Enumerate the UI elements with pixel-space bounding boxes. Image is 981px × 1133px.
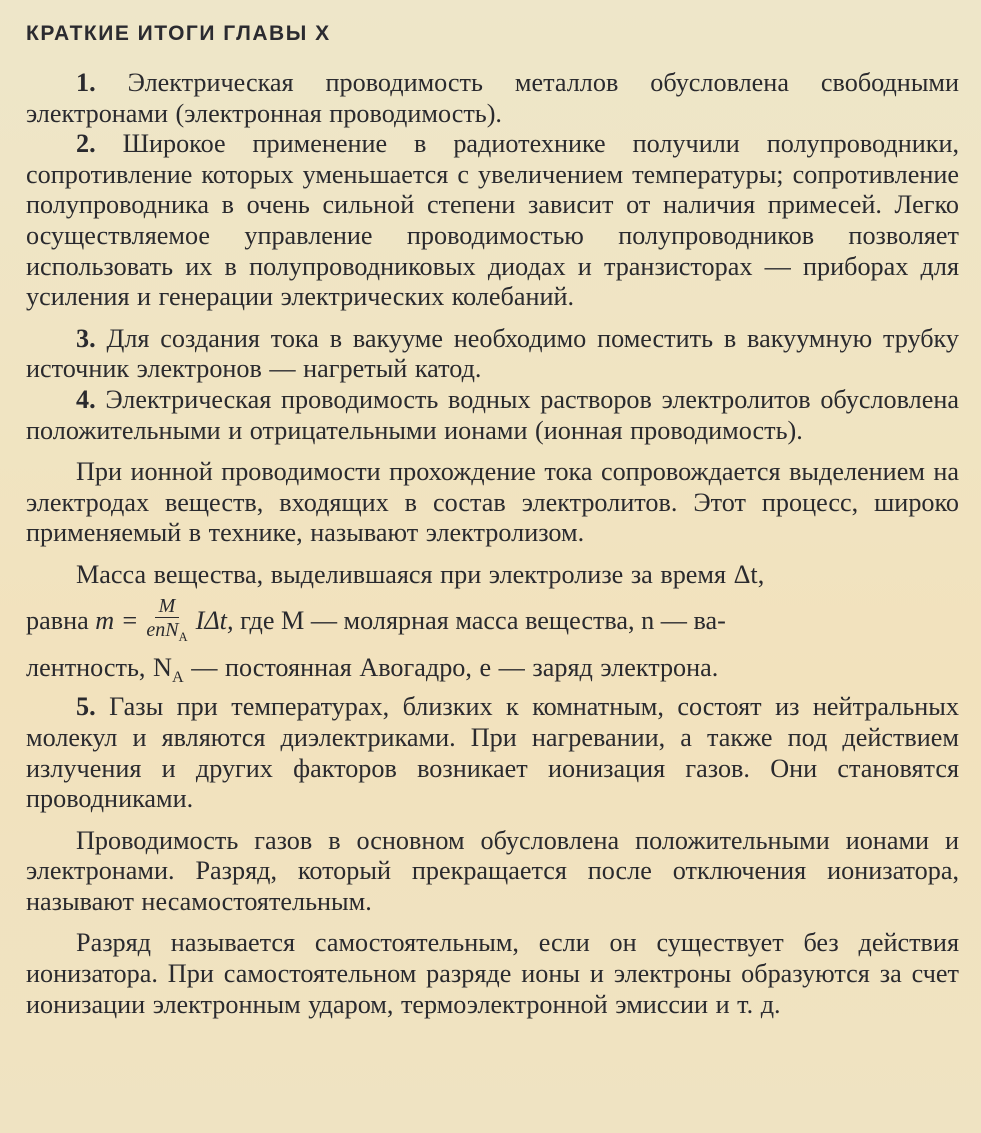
summary-item-2 bbox=[26, 129, 959, 313]
fraction-numerator: M bbox=[155, 595, 180, 618]
item-number: 5. bbox=[76, 692, 96, 722]
item-text: Электрическая проводимость металлов обусловлена свободными электронами (электронная проводимость). bbox=[26, 68, 960, 128]
item-text: Широкое применение в радиотехнике получили полупроводники, сопротивление которых уменьшается с увеличением температуры; сопротивление полупроводника в очень сильной степени зависит от наличия примесей. Легко осуществляемое управление проводимостью полупроводников позволяет использовать их в полупроводниковых диодах и транзисторах — приборах для усиления и генерации электрических колебаний. bbox=[26, 129, 960, 312]
avogadro-line: лентность, $N_A$ — постоянная Авогадро, e — заряд электрона. bbox=[26, 652, 719, 686]
summary-item-3 bbox=[26, 324, 959, 385]
item-number: 3. bbox=[76, 323, 96, 353]
mass-formula-line bbox=[26, 591, 959, 653]
item-text: Электрическая проводимость водных растворов электролитов обусловлена положительными и отрицательными ионами (ионная проводимость). bbox=[26, 384, 959, 445]
summary-item-4 bbox=[26, 385, 959, 446]
molar-fraction bbox=[142, 595, 191, 649]
electrolysis-paragraph: При ионной проводимости прохождение тока сопровождается выделением на электродах веществ, входящих в состав электролитов. Этот процесс, широко применяемый в технике, называют электролизом. bbox=[26, 457, 959, 548]
chapter-summary-heading: КРАТКИЕ ИТОГИ ГЛАВЫ X bbox=[26, 22, 331, 45]
item-number: 1. bbox=[76, 68, 96, 97]
formula-rhs: IΔt, bbox=[195, 606, 234, 636]
formula-lhs: m = bbox=[95, 606, 139, 636]
self-sustained-discharge-paragraph: Разряд называется самостоятельным, если он существует без действия ионизатора. При самостоятельном разряде ионы и электроны образуются за счет ионизации электронным ударом, термоэлектронной эмиссии и т. д. bbox=[26, 928, 959, 1019]
item-number: 2. bbox=[76, 129, 96, 159]
formula-explanation: где M — молярная масса вещества, n — ва- bbox=[240, 606, 726, 636]
gas-conductivity-paragraph: Проводимость газов в основном обусловлена положительными ионами и электронами. Разряд, который прекращается после отключения ионизатора, называют несамостоятельным. bbox=[26, 825, 959, 916]
mass-formula-intro: Масса вещества, выделившаяся при электролизе за время Δt, bbox=[76, 559, 765, 589]
item-text: Газы при температурах, близких к комнатным, состоят из нейтральных молекул и являются диэлектриками. При нагревании, а также под действием излучения и других факторов возникает ионизация газов. Они становятся проводниками. bbox=[26, 692, 959, 814]
item-number: 4. bbox=[76, 384, 96, 414]
fraction-denominator: enN$_A$ bbox=[146, 618, 188, 644]
summary-item-1 bbox=[26, 68, 959, 129]
formula-prefix: равна bbox=[26, 606, 89, 636]
item-text: Для создания тока в вакууме необходимо поместить в вакуумную трубку источник электронов — нагретый катод. bbox=[26, 323, 960, 384]
summary-item-5 bbox=[26, 692, 959, 814]
